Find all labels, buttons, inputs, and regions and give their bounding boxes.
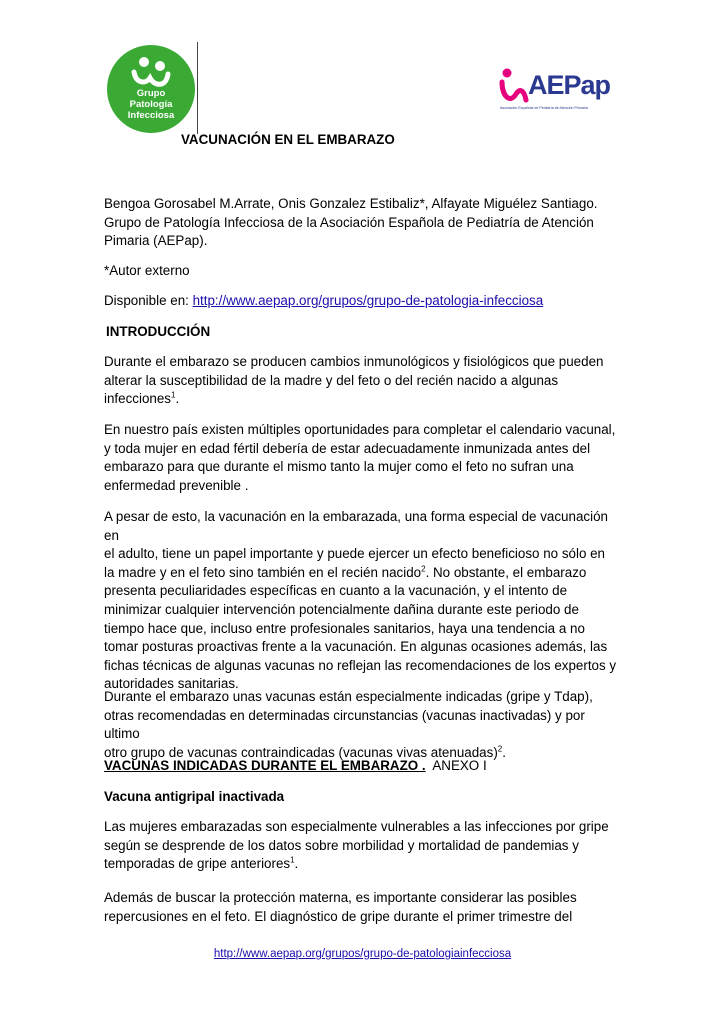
header-divider bbox=[197, 42, 198, 134]
aepap-brand: AEPap bbox=[528, 70, 611, 100]
text-line: Durante el embarazo unas vacunas están especialmente indicadas (gripe y Tdap), bbox=[104, 689, 593, 704]
text-fragment: la madre y en el feto sino también en el recién nacido bbox=[104, 564, 422, 580]
text-line: el adulto, tiene un papel importante y puede ejercer un efecto beneficioso no sólo en bbox=[104, 546, 606, 562]
aepap-subtitle: Asociación Española de Pediatría de Atención Primaria bbox=[500, 106, 588, 110]
affiliation-line: Pimaria (AEPap). bbox=[104, 233, 208, 249]
external-author-note: *Autor externo bbox=[104, 263, 190, 278]
text-line: autoridades sanitarias. bbox=[104, 676, 239, 692]
available-label: Disponible en: bbox=[104, 293, 193, 308]
text-line: repercusiones en el feto. El diagnóstico de gripe durante el primer trimestre del bbox=[104, 908, 573, 924]
paragraph-4 bbox=[104, 688, 624, 762]
subheading: Vacuna antigripal inactivada bbox=[104, 789, 285, 804]
text-line: alterar la susceptibilidad de la madre y del feto o del recién nacido a algunas bbox=[104, 372, 559, 388]
text-line: En nuestro país existen múltiples oportunidades para completar el calendario vacunal, bbox=[104, 422, 616, 437]
footer-link[interactable]: http://www.aepap.org/grupos/grupo-de-patologiainfecciosa bbox=[213, 948, 512, 960]
text-line: A pesar de esto, la vacunación en la embarazada, una forma especial de vacunación en bbox=[104, 509, 608, 543]
intro-heading: INTRODUCCIÓN bbox=[106, 324, 211, 339]
logo-line2: Patología bbox=[129, 99, 173, 110]
text-line: y toda mujer en edad fértil debería de estar adecuadamente inmunizada antes del bbox=[104, 440, 591, 456]
section-heading bbox=[104, 757, 624, 776]
text-line: embarazo para que durante el mismo tanto la mujer como el feto no sufran una bbox=[104, 459, 574, 475]
text-line: minimizar cualquier intervención potencialmente dañina durante este periodo de bbox=[104, 601, 579, 617]
aepap-logo bbox=[496, 66, 611, 126]
text-fragment: infecciones bbox=[104, 391, 171, 407]
text-line: Las mujeres embarazadas son especialmente vulnerables a las infecciones por gripe bbox=[104, 819, 609, 834]
available-line bbox=[104, 292, 624, 311]
authors-block bbox=[104, 195, 624, 251]
affiliation-line: Grupo de Patología Infecciosa de la Asociación Española de Pediatría de Atención bbox=[104, 214, 594, 230]
text-fragment: otro grupo de vacunas contraindicadas (vacunas vivas atenuadas) bbox=[104, 744, 498, 760]
text-line bbox=[104, 564, 624, 583]
text-line: Además de buscar la protección materna, es importante considerar las posibles bbox=[104, 890, 577, 905]
authors-line: Bengoa Gorosabel M.Arrate, Onis Gonzalez Estibaliz*, Alfayate Miguélez Santiago. bbox=[104, 196, 598, 211]
text-fragment: temporadas de gripe anteriores bbox=[104, 856, 291, 872]
text-line: enfermedad prevenible . bbox=[104, 477, 249, 493]
text-line bbox=[104, 390, 624, 409]
text-fragment: . bbox=[175, 391, 180, 407]
text-line: tiempo hace que, incluso entre profesionales sanitarios, haya una tendencia a no bbox=[104, 620, 585, 636]
paragraph-1 bbox=[104, 353, 624, 409]
text-line: Durante el embarazo se producen cambios inmunológicos y fisiológicos que pueden bbox=[104, 354, 604, 369]
page-title: VACUNACIÓN EN EL EMBARAZO bbox=[181, 132, 395, 147]
paragraph-5 bbox=[104, 818, 624, 874]
paragraph-2 bbox=[104, 421, 624, 495]
paragraph-6 bbox=[104, 889, 624, 926]
text-line: según se desprende de los datos sobre morbilidad y mortalidad de pandemias y bbox=[104, 837, 579, 853]
text-line: tomar posturas proactivas frente a la vacunación. En algunas ocasiones además, las bbox=[104, 639, 608, 655]
annex-label: ANEXO I bbox=[425, 758, 487, 773]
logo-line1: Grupo bbox=[136, 88, 166, 99]
footnote-ref: 2 bbox=[497, 744, 503, 754]
footnote-ref: 2 bbox=[421, 564, 426, 574]
section-heading-bold: VACUNAS INDICADAS DURANTE EL EMBARAZO . bbox=[104, 758, 426, 773]
footnote-ref: 1 bbox=[290, 855, 295, 865]
text-line bbox=[104, 855, 624, 874]
footnote-ref: 1 bbox=[171, 390, 176, 400]
grupo-patologia-logo bbox=[106, 44, 196, 134]
text-fragment: . bbox=[294, 856, 299, 872]
text-line: otras recomendadas en determinadas circunstancias (vacunas inactivadas) y por ultimo bbox=[104, 707, 585, 742]
paragraph-3 bbox=[104, 508, 624, 694]
footer bbox=[0, 948, 725, 960]
text-line: fichas técnicas de algunas vacunas no reflejan las recomendaciones de los expertos y bbox=[104, 657, 617, 673]
text-fragment: . bbox=[502, 744, 506, 760]
source-link[interactable]: http://www.aepap.org/grupos/grupo-de-patologia-infecciosa bbox=[192, 293, 544, 308]
text-line: presenta peculiaridades específicas en cuanto a la vacunación, y el intento de bbox=[104, 583, 568, 599]
logo-line3: Infecciosa bbox=[127, 110, 175, 121]
text-fragment: . No obstante, el embarazo bbox=[425, 564, 587, 580]
